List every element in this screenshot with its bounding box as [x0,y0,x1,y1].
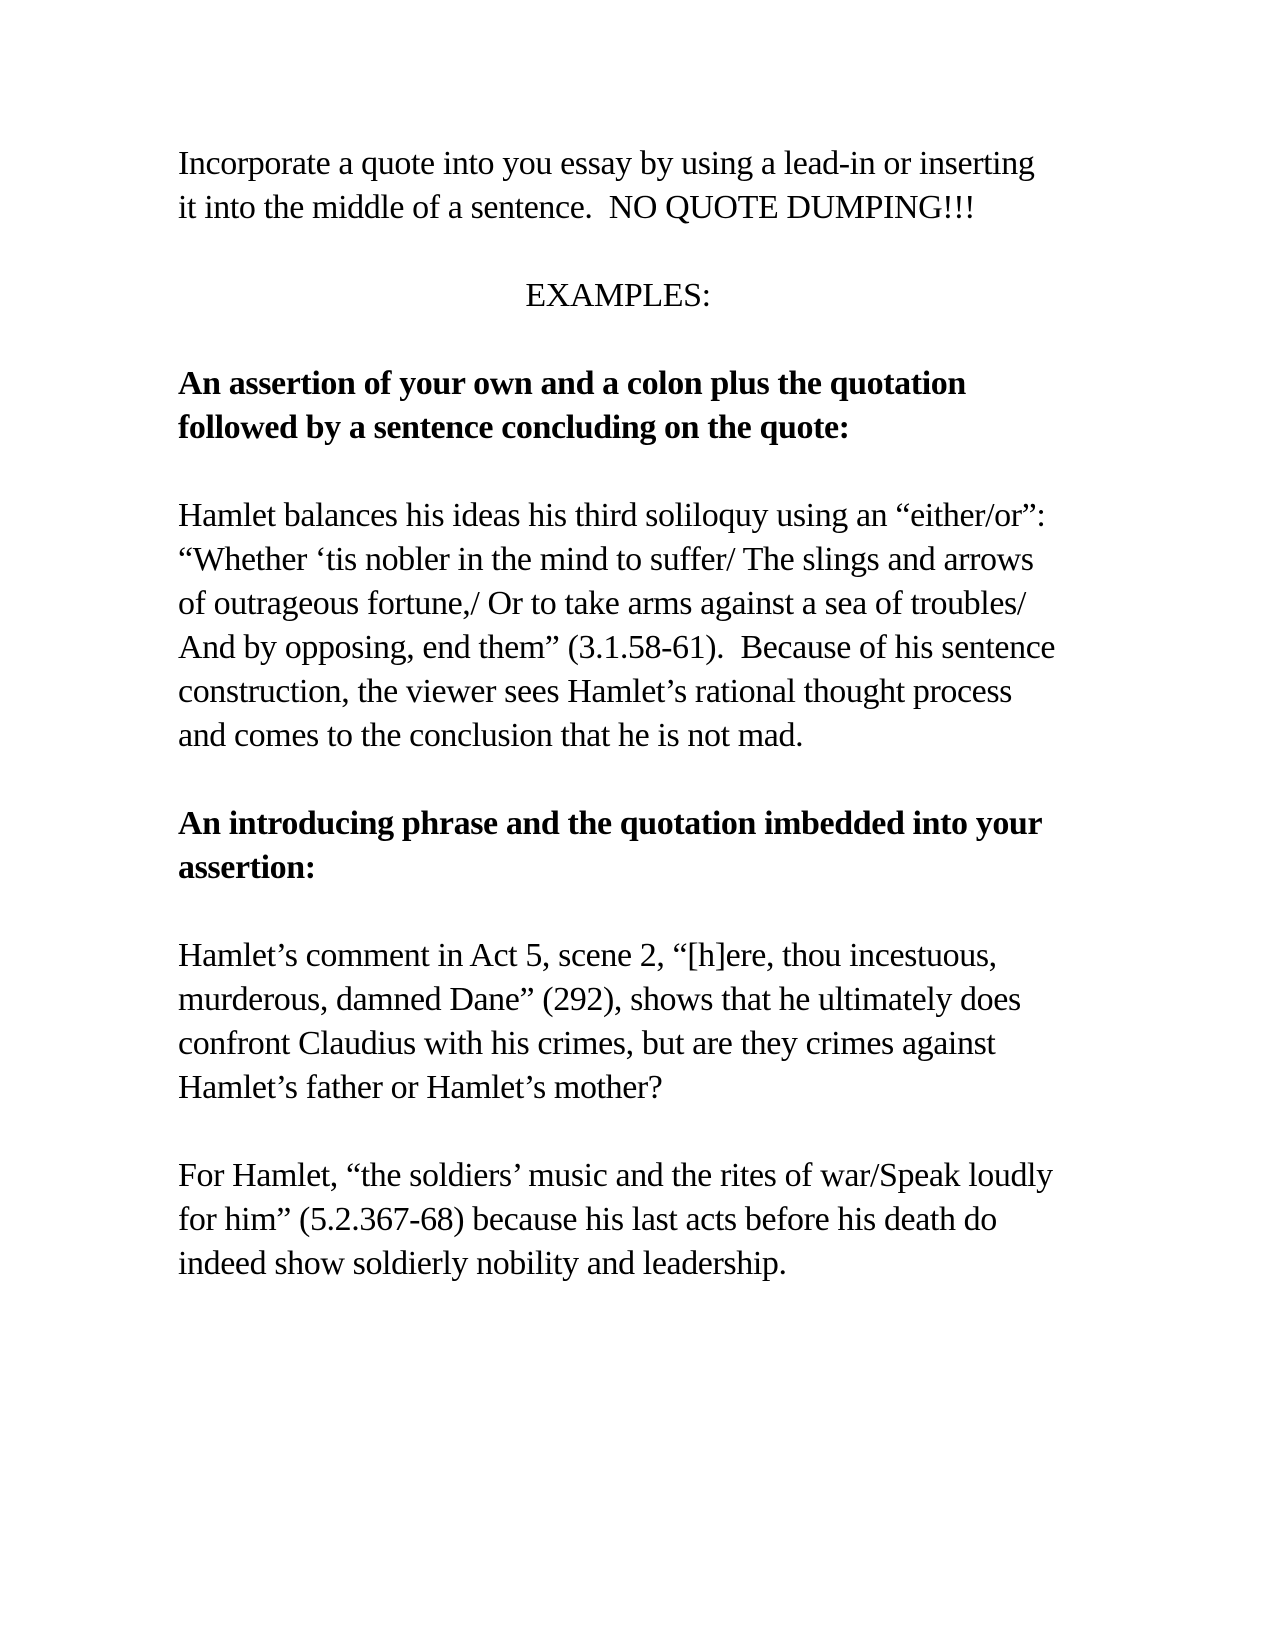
section-introducing-phrase-example-paragraph-1: Hamlet’s comment in Act 5, scene 2, “[h]ere, thou incestuous, murderous, damned Dane” (292), shows that he ultimately does confront Claudius with his crimes, but are they crimes against Hamlet’s father or Hamlet’s mother? [178,937,1029,1106]
section-introducing-phrase-heading: An introducing phrase and the quotation imbedded into your assertion: [178,805,1050,886]
examples-heading: EXAMPLES: [525,277,711,314]
section-introducing-phrase-example-paragraph-2: For Hamlet, “the soldiers’ music and the rites of war/Speak loudly for him” (5.2.367-68) because his last acts before his death do indeed show soldierly nobility and leadership. [178,1157,1061,1282]
document-content [178,142,1064,1286]
section-assertion-colon-heading: An assertion of your own and a colon plus the quotation followed by a sentence concluding on the quote: [178,365,974,446]
section-assertion-colon-example-paragraph: Hamlet balances his ideas his third soliloquy using an “either/or”: “Whether ‘tis nobler in the mind to suffer/ The slings and arrows of outrageous fortune,/ Or to take arms against a sea of troubles/ And by opposing, end them” (3.1.58-61). Because of his sentence construction, the viewer sees Hamlet’s rational thought process and comes to the conclusion that he is not mad. [178,497,1064,754]
intro-paragraph: Incorporate a quote into you essay by using a lead-in or inserting it into the middle of a sentence. NO QUOTE DUMPING!!! [178,145,1043,226]
